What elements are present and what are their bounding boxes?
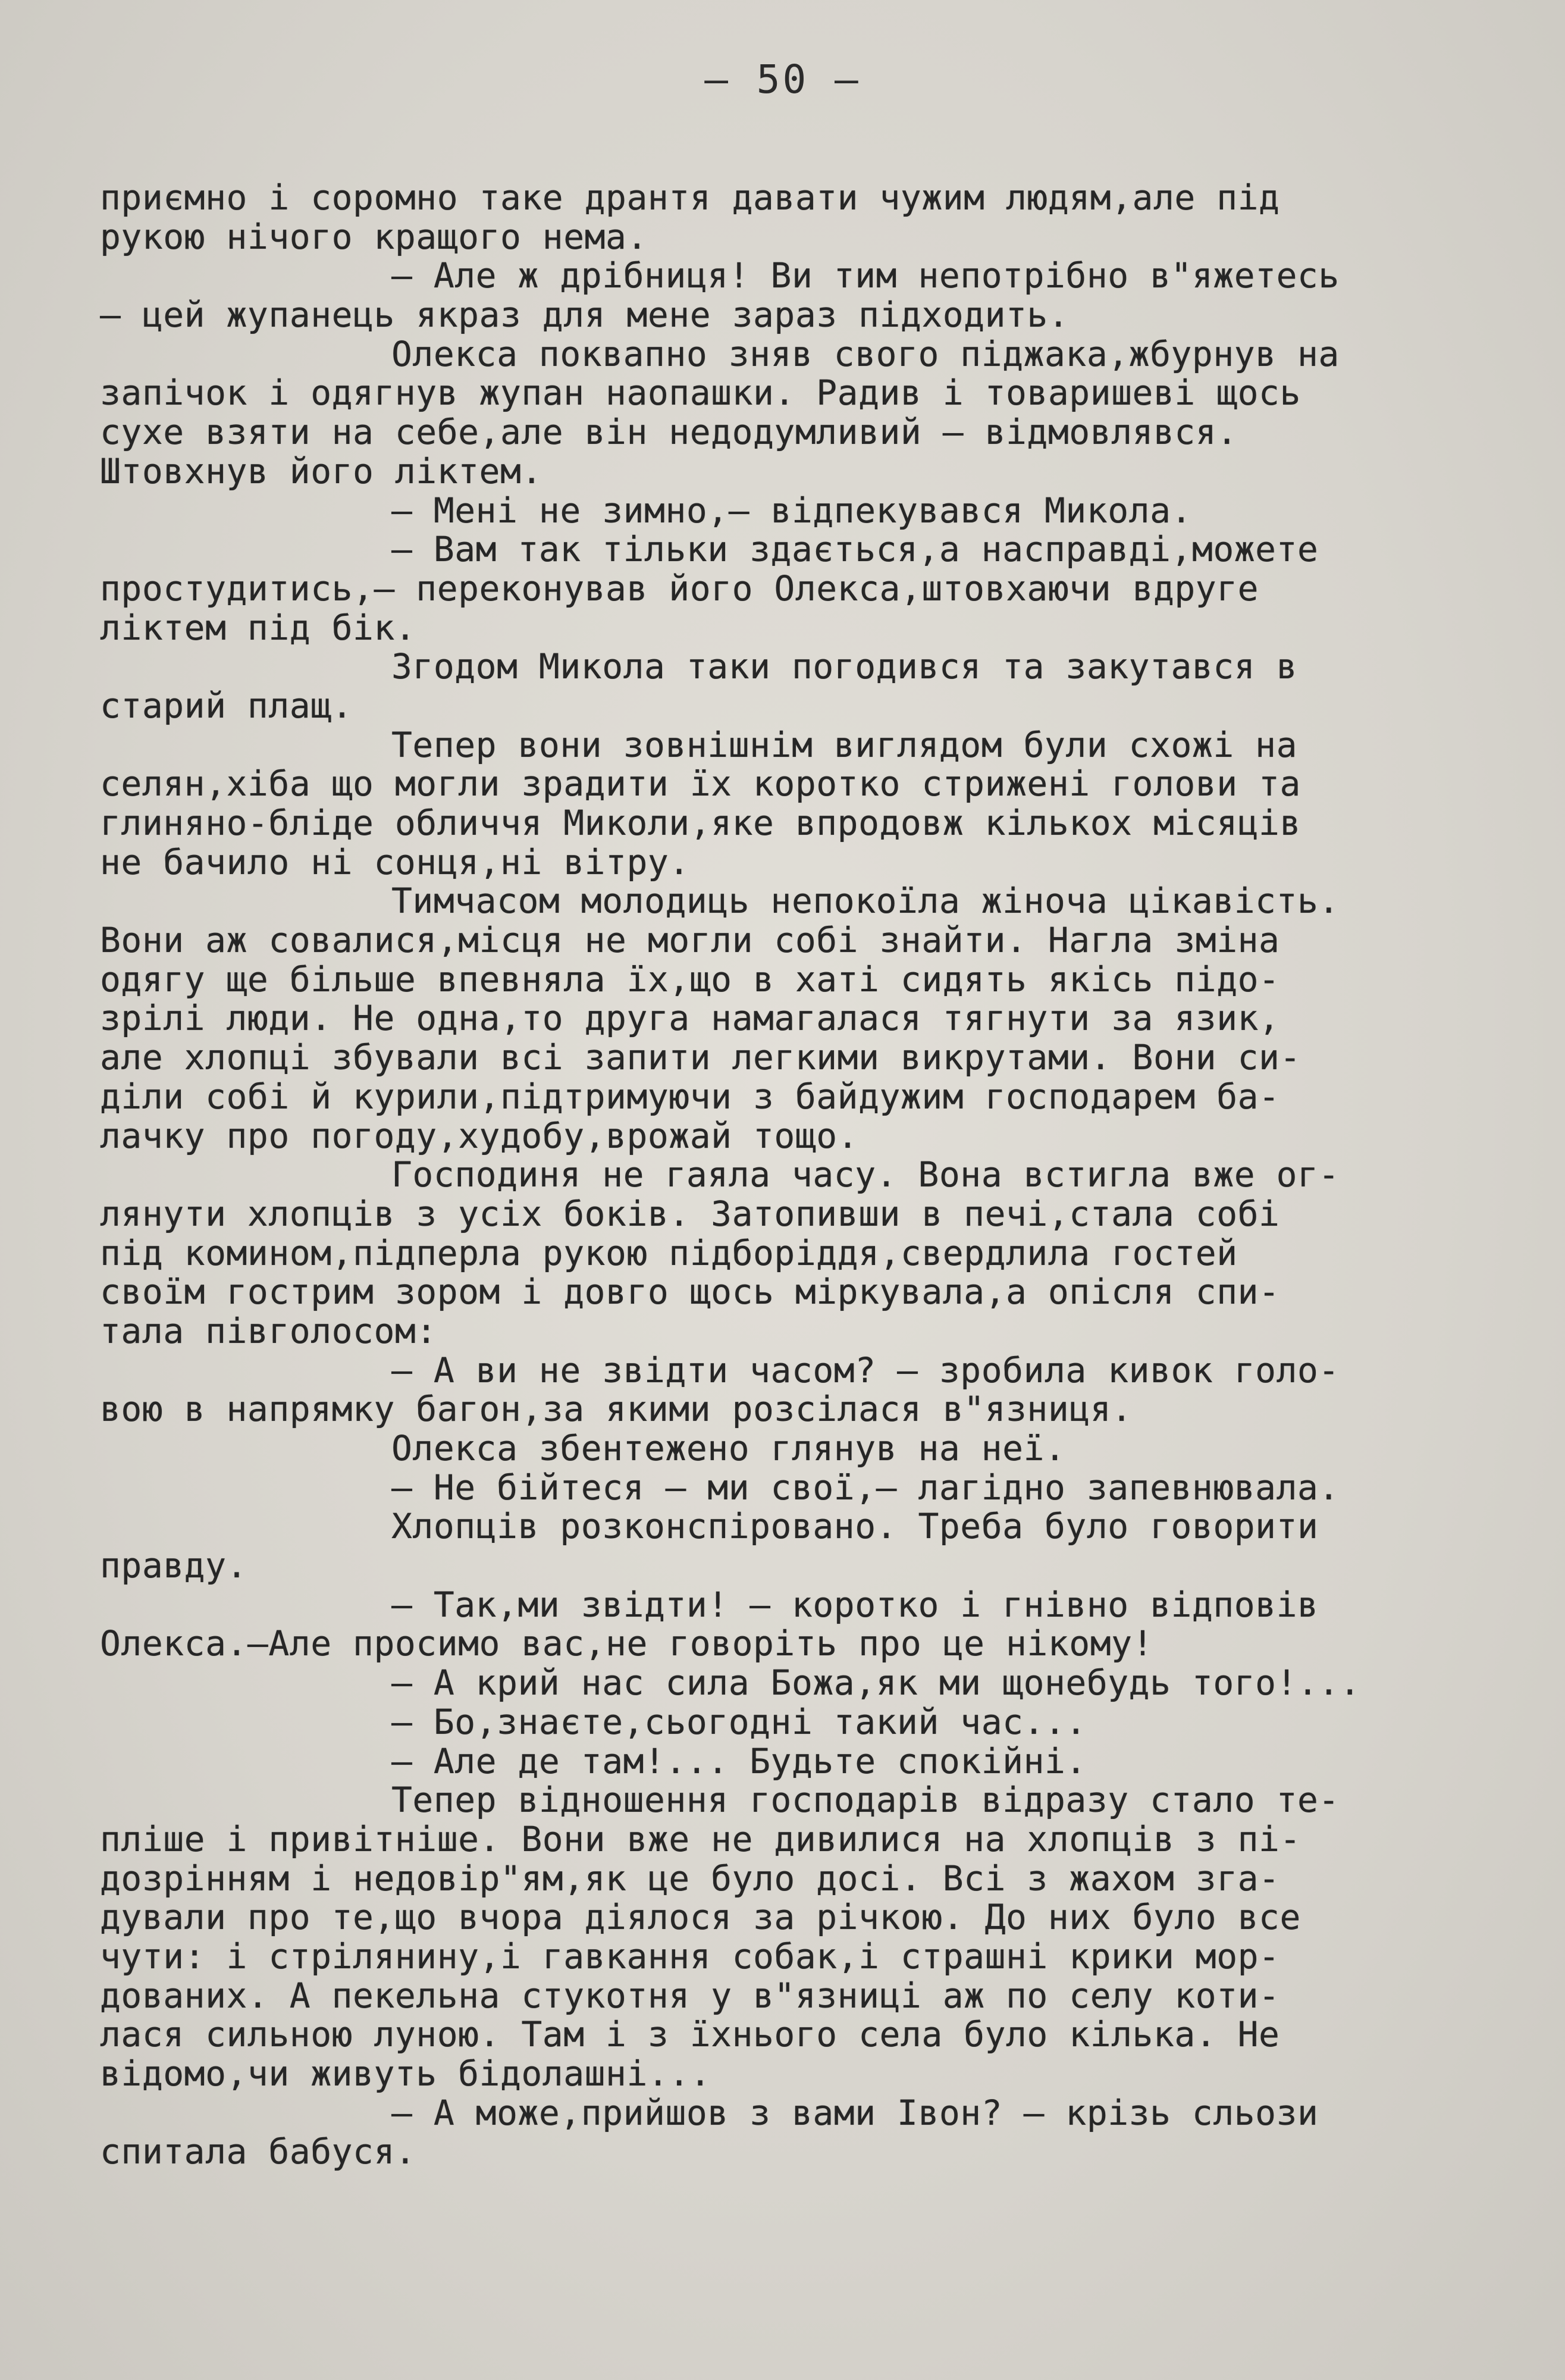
text-line: чути: і стрілянину,і гавкання собак,і страшні крики мор- (100, 1936, 1280, 1977)
text-line: ліктем під бік. (100, 607, 416, 648)
text-line: старий плащ. (100, 685, 353, 726)
page-number: – 50 – (704, 57, 861, 102)
text-line: одягу ще більше впевняла їх,що в хаті сидять якісь підо- (100, 959, 1280, 1000)
text-line: не бачило ні сонця,ні вітру. (100, 841, 690, 882)
text-line: дували про те,що вчора діялося за річкою. До них було все (100, 1897, 1301, 1938)
text-line: – Бо,знаєте,сьогодні такий час... (391, 1701, 1087, 1742)
text-line: зрілі люди. Не одна,то друга намагалася тягнути за язик, (100, 998, 1280, 1039)
text-line: рукою нічого кращого нема. (100, 216, 648, 257)
text-line: відомо,чи живуть бідолашні... (100, 2053, 711, 2094)
text-line: – Не бійтеся – ми свої,– лагідно запевнювала. (391, 1467, 1340, 1508)
text-line: – Але де там!... Будьте спокійні. (391, 1740, 1087, 1781)
text-line: сухе взяти на себе,але він недодумливий – відмовлявся. (100, 412, 1238, 453)
text-line: приємно і соромно таке дрантя давати чужим людям,але під (100, 177, 1280, 218)
text-line: – А крий нас сила Божа,як ми щонебудь того!... (391, 1662, 1361, 1703)
text-line: лянути хлопців з усіх боків. Затопивши в печі,стала собі (100, 1193, 1280, 1234)
text-line: Тепер відношення господарів відразу стало те- (391, 1780, 1340, 1821)
text-line: запічок і одягнув жупан наопашки. Радив і товаришеві щось (100, 372, 1301, 414)
text-line: під комином,підперла рукою підборіддя,свердлила гостей (100, 1232, 1238, 1273)
text-line: Олекса збентежено глянув на неї. (391, 1428, 1066, 1468)
text-line: лася сильною луною. Там і з їхнього села було кілька. Не (100, 2014, 1280, 2055)
text-line: Згодом Микола таки погодився та закутався в (391, 646, 1298, 687)
text-line: вою в напрямку багон,за якими розсілася в"язниця. (100, 1389, 1133, 1430)
text-line: Олекса.–Але просимо вас,не говоріть про це нікому! (100, 1623, 1153, 1664)
text-line: правду. (100, 1545, 247, 1586)
text-line: простудитись,– переконував його Олекса,штовхаючи вдруге (100, 568, 1259, 609)
text-line: лачку про погоду,худобу,врожай тощо. (100, 1115, 859, 1156)
text-line: тала півголосом: (100, 1310, 437, 1351)
text-line: – Вам так тільки здається,а насправді,можете (391, 529, 1319, 570)
text-line: але хлопці збували всі запити легкими викрутами. Вони си- (100, 1037, 1301, 1078)
body-text (100, 178, 1486, 2172)
text-line: – Мені не зимно,– відпекувався Микола. (391, 490, 1192, 531)
text-line: Тепер вони зовнішнім виглядом були схожі на (391, 724, 1298, 765)
text-line: діли собі й курили,підтримуючи з байдужим господарем ба- (100, 1076, 1280, 1117)
text-line: – цей жупанець якраз для мене зараз підходить. (100, 295, 1070, 336)
text-line: глиняно-бліде обличчя Миколи,яке впродовж кількох місяців (100, 803, 1301, 843)
text-line: Тимчасом молодиць непокоїла жіноча цікавість. (391, 881, 1340, 922)
text-line: селян,хіба що могли зрадити їх коротко стрижені голови та (100, 763, 1301, 804)
text-line: Вони аж совалися,місця не могли собі знайти. Нагла зміна (100, 920, 1280, 961)
text-line: Олекса поквапно зняв свого піджака,жбурнув на (391, 333, 1340, 374)
text-line: дованих. А пекельна стукотня у в"язниці аж по селу коти- (100, 1975, 1280, 2016)
text-line: Штовхнув його ліктем. (100, 450, 542, 491)
text-line: спитала бабуся. (100, 2131, 416, 2172)
text-line: – Так,ми звідти! – коротко і гнівно відповів (391, 1584, 1319, 1625)
text-line: – А може,прийшов з вами Івон? – крізь сльози (391, 2092, 1319, 2133)
text-line: Хлопців розконспіровано. Треба було говорити (391, 1506, 1319, 1547)
text-line: – А ви не звідти часом? – зробила кивок голо- (391, 1349, 1340, 1391)
text-line: дозрінням і недовір"ям,як це було досі. Всі з жахом зга- (100, 1858, 1280, 1899)
text-line: Господиня не гаяла часу. Вона встигла вже ог- (391, 1154, 1340, 1195)
text-line: – Але ж дрібниця! Ви тим непотрібно в"яжетесь (391, 255, 1340, 296)
text-line: пліше і привітніше. Вони вже не дивилися на хлопців з пі- (100, 1818, 1301, 1859)
text-line: своїм гострим зором і довго щось міркувала,а опісля спи- (100, 1272, 1280, 1313)
